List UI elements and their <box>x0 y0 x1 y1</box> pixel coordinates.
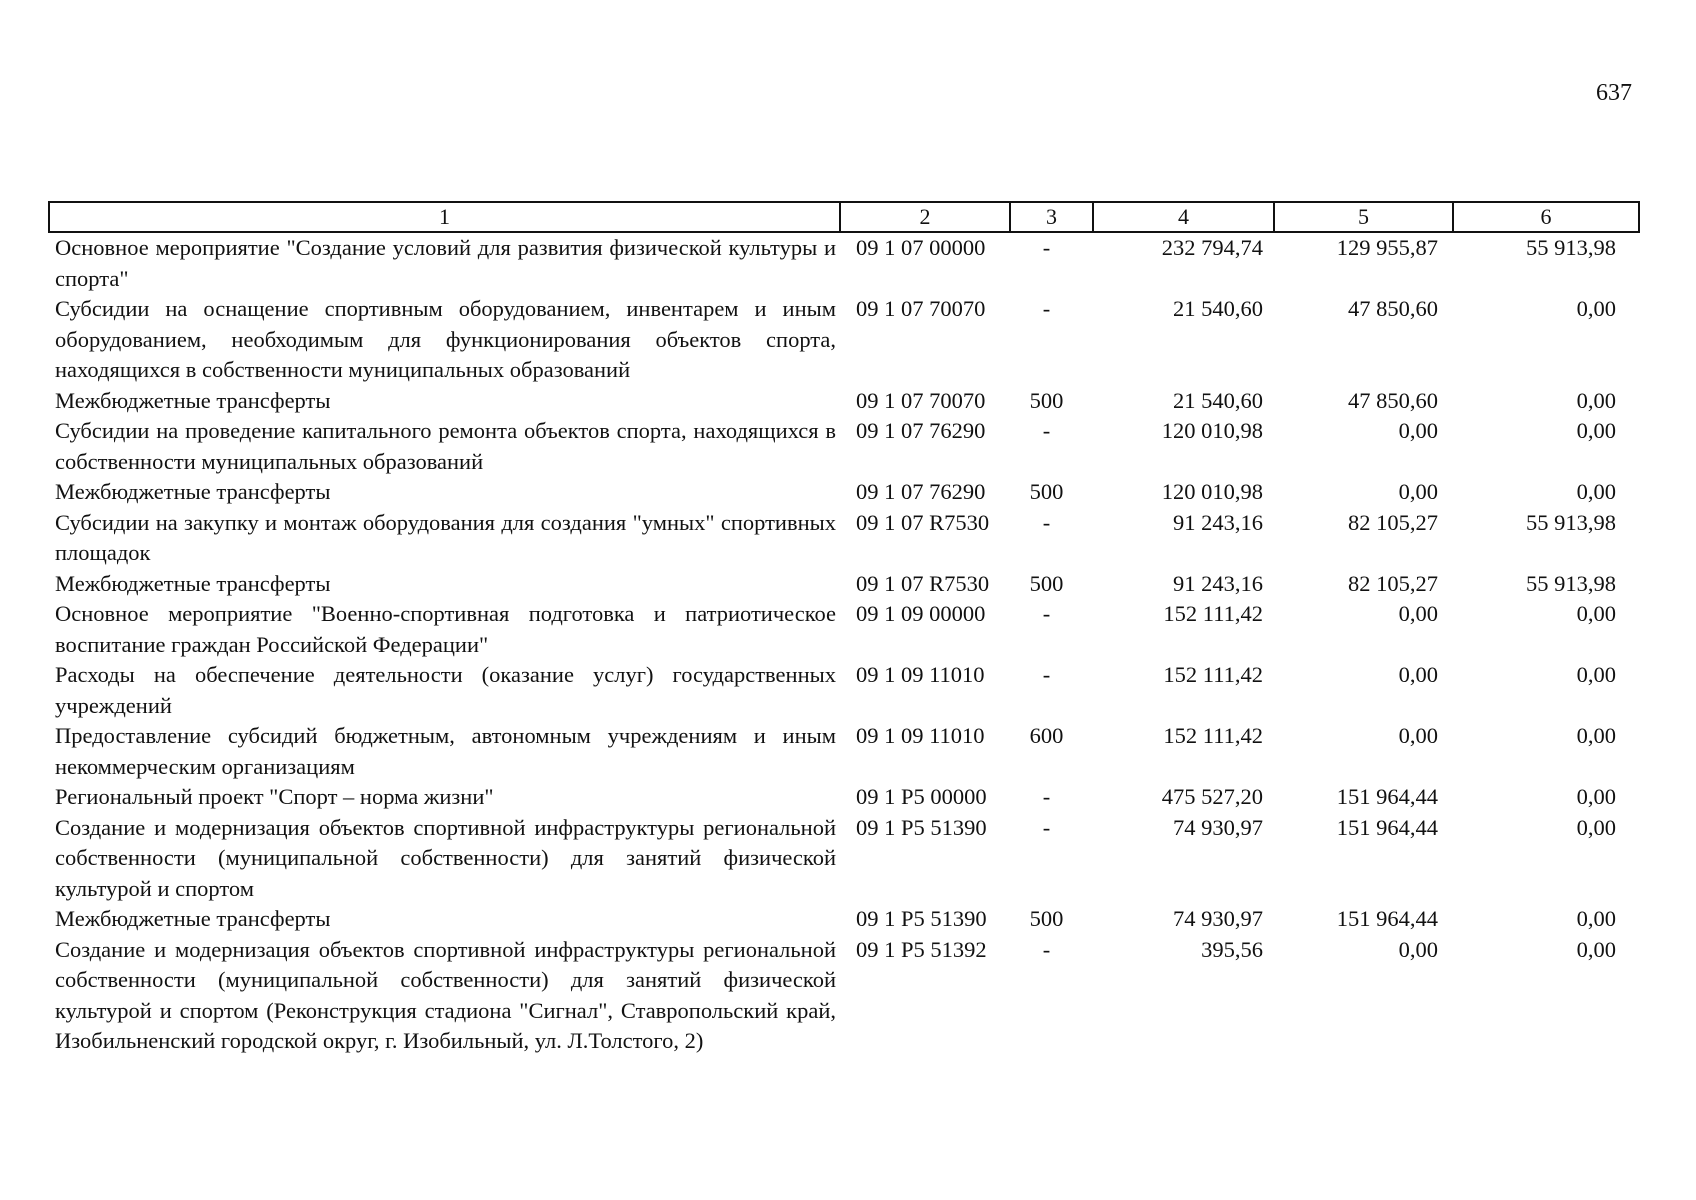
row-expense-type: - <box>1042 509 1051 535</box>
row-amount-6: 0,00 <box>1576 662 1616 687</box>
row-expense-type: - <box>1042 784 1051 809</box>
row-amount-5: 47 850,60 <box>1348 296 1438 321</box>
table-row <box>49 232 1639 294</box>
row-expense-type: - <box>1042 235 1051 260</box>
row-amount-4: 91 243,16 <box>1173 509 1263 535</box>
row-amount-5: 129 955,87 <box>1336 235 1438 260</box>
row-name: Субсидии на закупку и монтаж оборудования для создания "умных" спортивных площадок <box>55 509 836 565</box>
row-code: 09 1 07 00000 <box>856 235 986 260</box>
row-amount-6: 0,00 <box>1576 387 1616 413</box>
row-amount-5: 0,00 <box>1398 418 1438 443</box>
row-code: 09 1 P5 51390 <box>856 814 987 840</box>
row-code: 09 1 09 11010 <box>856 723 985 748</box>
row-name: Предоставление субсидий бюджетным, автономным учреждениям и иным некоммерческим организациям <box>55 723 836 779</box>
row-amount-5: 0,00 <box>1398 662 1438 687</box>
row-code: 09 1 P5 51392 <box>856 936 987 962</box>
row-amount-6: 0,00 <box>1576 814 1616 840</box>
row-amount-6: 0,00 <box>1576 723 1616 748</box>
row-name: Межбюджетные трансферты <box>55 906 331 931</box>
row-expense-type: - <box>1042 662 1051 687</box>
row-name: Межбюджетные трансферты <box>55 479 331 504</box>
row-amount-4: 152 111,42 <box>1163 662 1263 687</box>
row-amount-5: 82 105,27 <box>1348 509 1438 535</box>
row-amount-6: 0,00 <box>1576 906 1616 931</box>
row-code: 09 1 07 R7530 <box>856 509 990 535</box>
table-row <box>49 569 1639 600</box>
row-name: Создание и модернизация объектов спортивной инфраструктуры региональной собственности (муниципальной собственности) для занятий физической культурой и спортом <box>55 814 836 901</box>
row-amount-5: 151 964,44 <box>1336 906 1438 931</box>
row-expense-type: 500 <box>1029 387 1064 413</box>
row-amount-4: 74 930,97 <box>1173 906 1263 931</box>
row-expense-type: 500 <box>1029 479 1064 504</box>
row-name: Основное мероприятие "Создание условий для развития физической культуры и спорта" <box>55 235 836 291</box>
row-name: Межбюджетные трансферты <box>55 570 331 596</box>
column-header-4: 4 <box>1093 202 1274 232</box>
row-amount-4: 152 111,42 <box>1163 601 1263 626</box>
table-row <box>49 477 1639 508</box>
row-amount-4: 91 243,16 <box>1173 570 1263 596</box>
row-amount-4: 120 010,98 <box>1161 479 1263 504</box>
row-code: 09 1 07 76290 <box>856 479 986 504</box>
table-row <box>49 935 1639 1057</box>
row-amount-6: 0,00 <box>1576 784 1616 809</box>
table-row <box>49 660 1639 721</box>
table-row <box>49 508 1639 569</box>
row-code: 09 1 07 70070 <box>856 296 986 321</box>
row-amount-6: 55 913,98 <box>1526 570 1616 596</box>
row-amount-6: 55 913,98 <box>1526 235 1616 260</box>
row-name: Расходы на обеспечение деятельности (оказание услуг) государственных учреждений <box>55 662 836 718</box>
row-amount-4: 475 527,20 <box>1161 784 1263 809</box>
row-code: 09 1 P5 00000 <box>856 784 987 809</box>
row-code: 09 1 07 70070 <box>856 387 986 413</box>
table-row <box>49 721 1639 782</box>
header-row <box>49 202 1639 232</box>
row-amount-4: 21 540,60 <box>1173 387 1263 413</box>
row-amount-5: 82 105,27 <box>1348 570 1438 596</box>
row-code: 09 1 P5 51390 <box>856 906 987 931</box>
row-expense-type: - <box>1042 936 1051 962</box>
row-amount-4: 120 010,98 <box>1161 418 1263 443</box>
column-header-2: 2 <box>840 202 1010 232</box>
row-amount-6: 0,00 <box>1576 936 1616 962</box>
table-row <box>49 813 1639 905</box>
row-amount-4: 232 794,74 <box>1161 235 1263 260</box>
row-code: 09 1 07 76290 <box>856 418 986 443</box>
row-expense-type: - <box>1042 814 1051 840</box>
row-amount-5: 0,00 <box>1398 601 1438 626</box>
table-row <box>49 386 1639 417</box>
row-code: 09 1 09 11010 <box>856 662 985 687</box>
table-row <box>49 599 1639 660</box>
row-name: Создание и модернизация объектов спортивной инфраструктуры региональной собственности (муниципальной собственности) для занятий физической культурой и спортом (Реконструкция стадиона "Сигнал", Ставропольский край, Изобильненский городской округ, г. Изобильный, ул. Л.Толстого, 2) <box>55 936 836 1053</box>
row-expense-type: - <box>1042 418 1051 443</box>
row-amount-5: 0,00 <box>1398 936 1438 962</box>
row-name: Региональный проект "Спорт – норма жизни" <box>55 784 494 809</box>
row-amount-4: 21 540,60 <box>1173 296 1263 321</box>
table-body <box>49 232 1639 1057</box>
column-header-6: 6 <box>1453 202 1639 232</box>
row-amount-5: 0,00 <box>1398 723 1438 748</box>
table-header <box>49 202 1639 232</box>
row-expense-type: - <box>1042 601 1051 626</box>
row-amount-5: 151 964,44 <box>1336 814 1438 840</box>
row-amount-5: 151 964,44 <box>1336 784 1438 809</box>
table-row <box>49 294 1639 386</box>
row-amount-4: 395,56 <box>1201 936 1263 962</box>
row-expense-type: 500 <box>1029 906 1064 931</box>
row-amount-6: 0,00 <box>1576 479 1616 504</box>
row-amount-6: 0,00 <box>1576 418 1616 443</box>
row-name: Субсидии на оснащение спортивным оборудованием, инвентарем и иным оборудованием, необходимым для функционирования объектов спорта, находящихся в собственности муниципальных образований <box>55 296 836 382</box>
budget-table <box>48 201 1640 1057</box>
table-row <box>49 904 1639 935</box>
column-header-1: 1 <box>49 202 840 232</box>
row-expense-type: 600 <box>1029 723 1064 748</box>
row-name: Межбюджетные трансферты <box>55 387 331 413</box>
column-header-3: 3 <box>1010 202 1093 232</box>
row-expense-type: - <box>1042 296 1051 321</box>
row-name: Основное мероприятие "Военно-спортивная подготовка и патриотическое воспитание граждан Российской Федерации" <box>55 601 836 657</box>
row-amount-5: 47 850,60 <box>1348 387 1438 413</box>
table-row <box>49 416 1639 477</box>
row-amount-4: 152 111,42 <box>1163 723 1263 748</box>
row-amount-6: 55 913,98 <box>1526 509 1616 535</box>
table-row <box>49 782 1639 813</box>
row-amount-6: 0,00 <box>1576 296 1616 321</box>
row-code: 09 1 07 R7530 <box>856 570 990 596</box>
row-expense-type: 500 <box>1029 570 1064 596</box>
page-number: 637 <box>1596 80 1632 106</box>
row-amount-6: 0,00 <box>1576 601 1616 626</box>
row-amount-4: 74 930,97 <box>1173 814 1263 840</box>
row-code: 09 1 09 00000 <box>856 601 986 626</box>
row-name: Субсидии на проведение капитального ремонта объектов спорта, находящихся в собственности муниципальных образований <box>55 418 836 474</box>
column-header-5: 5 <box>1274 202 1453 232</box>
row-amount-5: 0,00 <box>1398 479 1438 504</box>
